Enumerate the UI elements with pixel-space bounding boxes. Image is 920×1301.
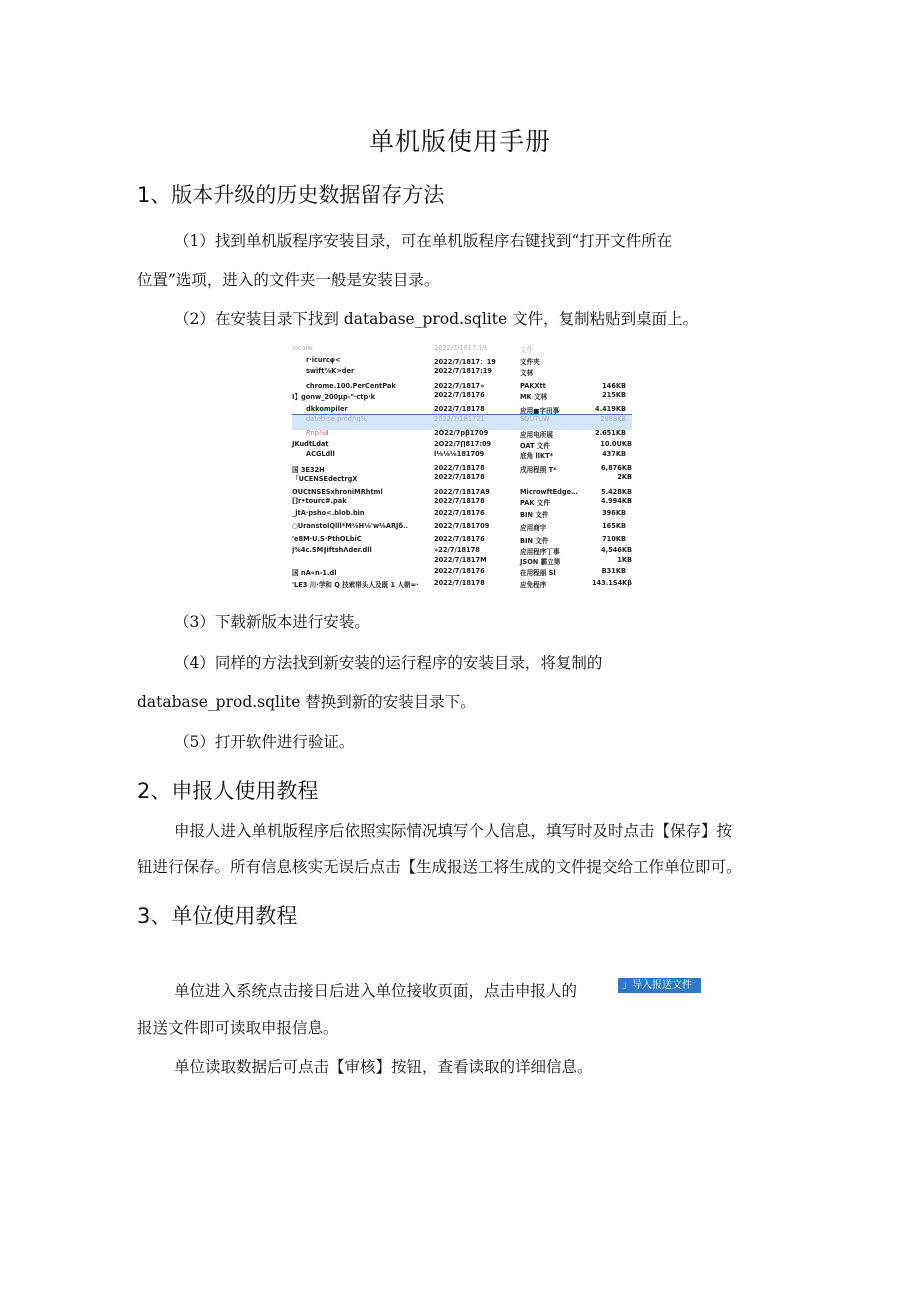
file-name: chrome.100.PerCentPak: [306, 382, 396, 390]
file-row[interactable]: [292, 546, 632, 556]
file-date: 2022/7/1817A9: [434, 488, 490, 496]
file-row[interactable]: [292, 356, 632, 366]
file-date: 2022/7/18176: [434, 391, 485, 399]
file-size: 2.651KB: [595, 429, 626, 437]
file-type: 文件夹: [520, 358, 540, 366]
step-4-line-2: database_prod.sqlite 替换到新的安装目录下。: [137, 693, 476, 711]
file-type: 文林: [520, 369, 534, 377]
file-date: 2022/7/181721: [434, 415, 485, 423]
file-size: 1KB: [617, 556, 632, 564]
file-type: 底角 llKT*: [520, 452, 554, 460]
file-name: 国 3E32H: [292, 466, 325, 474]
file-size: 6,876KB: [601, 464, 632, 472]
step-1-line-2: 位置”选项，进入的文件夹一般是安装目录。: [137, 271, 440, 289]
section-2-para-line-1: 申报人进入单机版程序后依照实际情况填写个人信息，填写时及时点击【保存】按: [174, 822, 733, 840]
file-row[interactable]: [292, 509, 632, 519]
file-date: 2022/7/181709: [434, 522, 490, 530]
file-row[interactable]: [292, 415, 632, 425]
file-date: 2022/7/18178: [434, 464, 485, 472]
file-size: 2888KB: [600, 415, 626, 423]
file-type: PAK 文件: [520, 499, 550, 507]
file-date: 2022/7/18178: [434, 579, 485, 587]
file-size: 10.0UKB: [600, 440, 632, 448]
file-name: localw: [292, 344, 313, 352]
file-row[interactable]: [292, 497, 632, 507]
file-date: 2022/7/18176: [434, 567, 485, 575]
file-size: 710KB: [602, 535, 626, 543]
file-size: 146KB: [602, 382, 626, 390]
file-date: 2022/7/18176: [434, 509, 485, 517]
step-5: （5）打开软件进行验证。: [174, 733, 355, 751]
section-3-para-1-line-1: 单位进入系统点击接日后进入单位接收页面，点击申报人的: [174, 982, 578, 1000]
file-row[interactable]: [292, 367, 632, 377]
document-title: 单机版使用手册: [368, 127, 551, 156]
file-size: 2KB: [617, 473, 632, 481]
file-row[interactable]: [292, 522, 632, 532]
file-size: B31KB: [601, 567, 626, 575]
file-date: 2022/7/18178: [434, 497, 485, 505]
file-type: SQUTUW: [520, 415, 550, 423]
file-list-screenshot: [292, 338, 642, 594]
section-3-heading: 3、单位使用教程: [137, 904, 298, 928]
section-3-para-2: 单位读取数据后可点击【审核】按钮，查看读取的详细信息。: [174, 1058, 593, 1076]
file-type: 应免程序: [520, 581, 547, 589]
file-row[interactable]: [292, 567, 632, 577]
file-name: _jtA·psho<.blob.bin: [292, 509, 365, 517]
file-size: 165KB: [602, 522, 626, 530]
file-name: r·icurcφ<: [306, 356, 341, 364]
file-type: PAKXtt: [520, 382, 546, 390]
file-date: 2022/7/18178: [434, 473, 485, 481]
file-date: 2022/7/1817:19: [434, 344, 487, 352]
file-type: 文件: [520, 346, 534, 354]
file-type: 应用■字田事: [520, 407, 560, 415]
file-size: 143.1S4Kβ: [591, 579, 632, 587]
file-row[interactable]: [292, 391, 632, 401]
file-type: MicrowftEdge…: [520, 488, 578, 496]
file-row[interactable]: [292, 556, 632, 566]
file-date: 2022/7/1817»: [434, 382, 485, 390]
section-2-heading: 2、申报人使用教程: [137, 779, 319, 803]
file-type: BIN 文件: [520, 537, 549, 545]
file-name: 国 nA«n-1.dl: [292, 569, 337, 577]
step-4-line-1: （4）同样的方法找到新安装的运行程序的安装目录，将复制的: [174, 654, 603, 672]
file-type: 在用程丽 Sl: [520, 569, 556, 577]
file-type: JSON 霸立第: [520, 558, 561, 566]
file-row[interactable]: [292, 344, 632, 354]
file-row[interactable]: [292, 450, 632, 460]
file-name: Rnp⅛Ⅱ: [306, 429, 329, 437]
file-date: 2022/7/18178: [434, 405, 485, 413]
file-name: []r•tourc#.pak: [292, 497, 347, 505]
section-3-para-1-line-2: 报送文件即可读取申报信息。: [137, 1019, 339, 1037]
file-row[interactable]: [292, 405, 632, 415]
file-name: swift⅞K>der: [306, 367, 355, 375]
section-1-heading: 1、版本升级的历史数据留存方法: [137, 183, 445, 207]
file-type: MK 文林: [520, 393, 548, 401]
file-row[interactable]: [292, 440, 632, 450]
file-type: 应用商宇: [520, 524, 547, 532]
file-name: OUCtNSESxhroniMRhtml: [292, 488, 383, 496]
file-row[interactable]: [292, 429, 632, 439]
step-1-line-1: （1）找到单机版程序安装目录，可在单机版程序右键找到“打开文件所在: [174, 232, 673, 250]
import-report-file-button[interactable]: 」导入报送文件: [618, 978, 701, 993]
file-date: »22/7/18178: [434, 546, 480, 554]
file-size: 5.428KB: [601, 488, 632, 496]
step-3: （3）下载新版本进行安装。: [174, 613, 370, 631]
file-size: 4,546KB: [601, 546, 632, 554]
file-row[interactable]: [292, 579, 632, 589]
file-name: 「UCENSEdectrgX: [292, 475, 358, 483]
section-2-para-line-2: 钮进行保存。所有信息核实无误后点击【生成报送工将生成的文件提交给工作单位即可。: [137, 858, 742, 876]
file-name: ACGLdll: [306, 450, 335, 458]
file-date: 2O22/7∏817:09: [434, 440, 492, 448]
file-name: 'e8M·U.S·PthOLbiC: [292, 535, 362, 543]
file-date: 2022/7/1817M: [434, 556, 487, 564]
file-name: 'LE3 川·学和 Q 技索帯头人及既 1 人朝=·: [292, 581, 419, 589]
file-name: JKudtLdat: [292, 440, 329, 448]
file-size: 4.419KB: [595, 405, 626, 413]
file-size: 437KB: [602, 450, 626, 458]
file-name: Ⅰ】gonw_200μp‑"·ctp·k: [292, 393, 376, 401]
file-type: 应用电所展: [520, 431, 553, 439]
file-row[interactable]: [292, 473, 632, 483]
file-date: 2022/7/18176: [434, 535, 485, 543]
file-name: ○UranstolQlll*M⅛H⅛'w⅛ARJδ..: [292, 522, 409, 530]
file-date: 2022/7/1817:19: [434, 367, 492, 375]
file-date: 2022/7/1817：19: [434, 358, 496, 366]
file-size: 4.994KB: [601, 497, 632, 505]
file-name: datob-se,prod∕\q%: [306, 415, 367, 423]
file-type: BIN 文件: [520, 511, 549, 519]
file-size: 215KB: [602, 391, 626, 399]
file-name: dkkompiler: [306, 405, 348, 413]
file-type: 戌用程照 T*: [520, 466, 557, 474]
file-type: 应用程序丁事: [520, 548, 560, 556]
file-size: 396KB: [602, 509, 626, 517]
file-name: j%4c.SM∥iftshΛder.dll: [292, 546, 372, 554]
file-row[interactable]: [292, 535, 632, 545]
file-date: 2O22/7pβ1709: [434, 429, 489, 437]
step-2: （2）在安装目录下找到 database_prod.sqlite 文件，复制粘贴到桌面上。: [174, 310, 699, 328]
file-type: OAT 文件: [520, 442, 550, 450]
file-date: l⅛⅛⅛181709: [434, 450, 485, 458]
